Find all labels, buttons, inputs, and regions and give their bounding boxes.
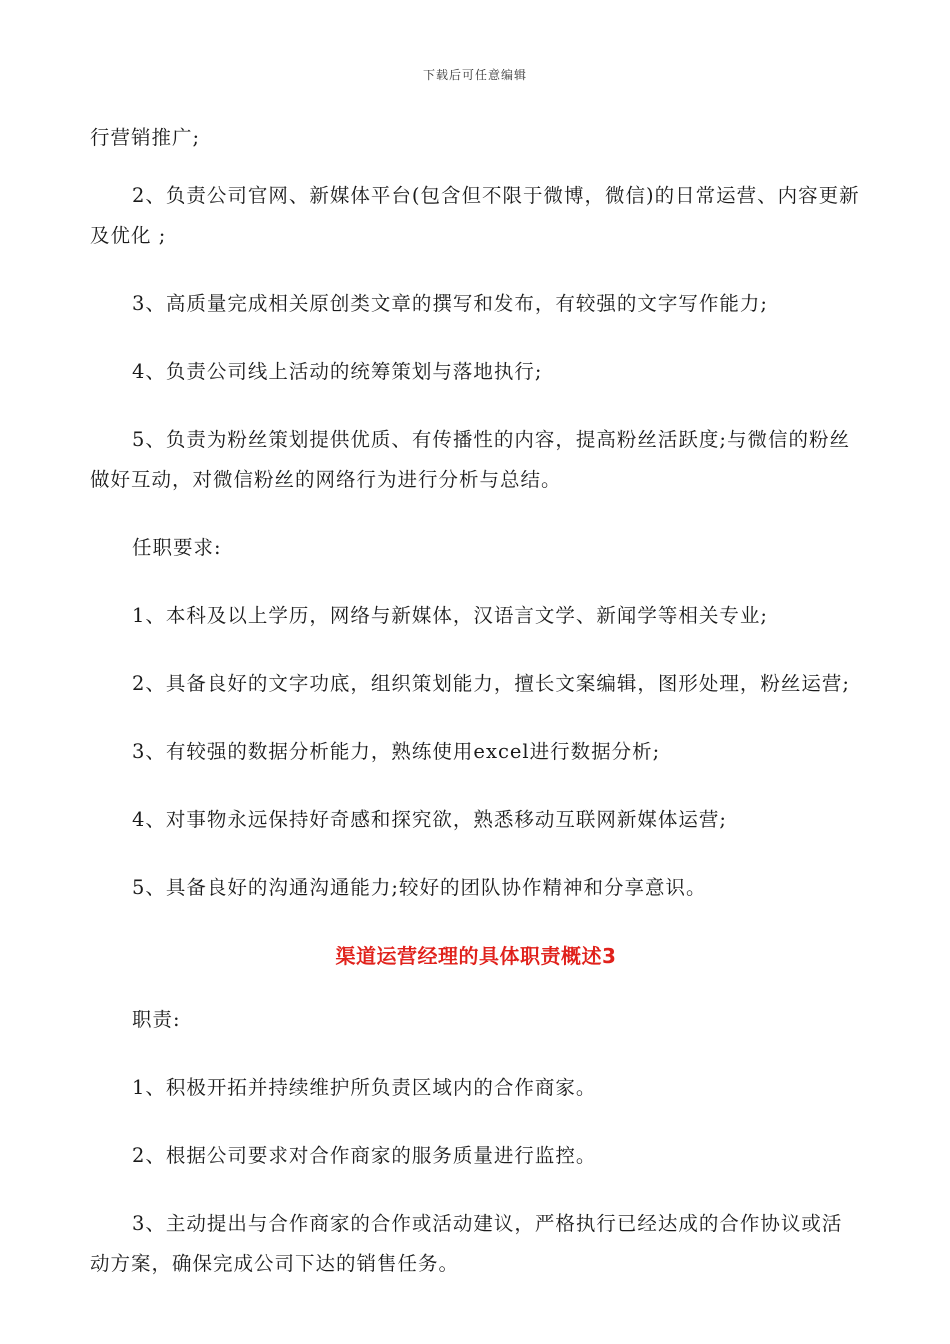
section3-duty-item-3: 3、主动提出与合作商家的合作或活动建议，严格执行已经达成的合作协议或活动方案，确保完成公司下达的销售任务。 [90, 1212, 843, 1275]
paragraph-continuation: 行营销推广; [90, 126, 201, 149]
duty-item-3: 3、高质量完成相关原创类文章的撰写和发布，有较强的文字写作能力; [132, 292, 768, 315]
section-title: 渠道运营经理的具体职责概述3 [335, 944, 617, 968]
duty-item-4: 4、负责公司线上活动的统筹策划与落地执行; [132, 360, 543, 383]
document-body [90, 118, 862, 1312]
requirement-item-4: 4、对事物永远保持好奇感和探究欲，熟悉移动互联网新媒体运营; [132, 808, 727, 831]
requirements-heading: 任职要求: [132, 536, 222, 559]
requirement-item-3: 3、有较强的数据分析能力，熟练使用excel进行数据分析; [132, 740, 661, 763]
section3-duty-item-2: 2、根据公司要求对合作商家的服务质量进行监控。 [132, 1144, 597, 1167]
duty-item-2: 2、负责公司官网、新媒体平台(包含但不限于微博，微信)的日常运营、内容更新及优化 ; [90, 184, 860, 247]
page-header-note: 下载后可任意编辑 [422, 68, 527, 82]
duties-heading: 职责: [132, 1008, 181, 1031]
requirement-item-1: 1、本科及以上学历，网络与新媒体，汉语言文学、新闻学等相关专业; [132, 604, 768, 627]
requirement-item-2: 2、具备良好的文字功底，组织策划能力，擅长文案编辑，图形处理，粉丝运营; [132, 672, 850, 695]
section3-duty-item-1: 1、积极开拓并持续维护所负责区域内的合作商家。 [132, 1076, 597, 1099]
duty-item-5: 5、负责为粉丝策划提供优质、有传播性的内容，提高粉丝活跃度;与微信的粉丝做好互动，对微信粉丝的网络行为进行分析与总结。 [90, 428, 850, 491]
requirement-item-5: 5、具备良好的沟通沟通能力;较好的团队协作精神和分享意识。 [132, 876, 707, 899]
